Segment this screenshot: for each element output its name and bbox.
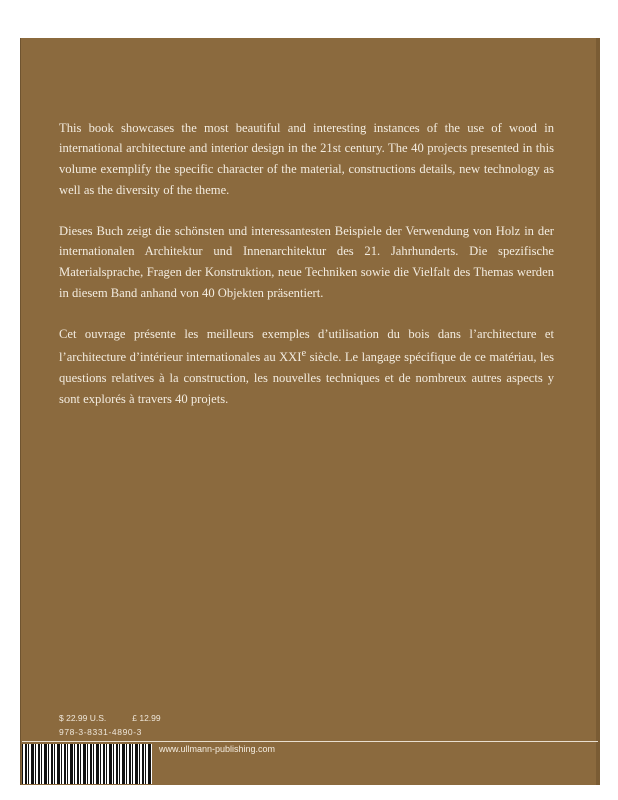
cover-edge bbox=[596, 38, 600, 800]
french-description bbox=[59, 324, 554, 410]
german-description: Dieses Buch zeigt die schönsten und interessantesten Beispiele der Verwendung von Holz in der internationalen Architektur und Innenarchitektur des 21. Jahrhunderts. Die spezifische Materialsprache, Fragen der Konstruktion, neue Techniken sowie die Vielfalt des Themas werden in diesem Band anhand von 40 Objekten präsentiert. bbox=[59, 223, 554, 300]
french-text-part-1: Cet ouvrage présente les meilleurs exemples d’utilisation du bois dans l’architecture et l’architecture d’intérieur internationales au XXI bbox=[59, 326, 554, 365]
french-text-part-2: siècle. Le langage spécifique de ce matériau, les questions relatives à la construction, les nouvelles techniques et de nombreux autres aspects y sont explorés à travers 40 projets. bbox=[59, 350, 554, 406]
page-bottom-margin bbox=[20, 785, 600, 800]
publisher-url[interactable]: www.ullmann-publishing.com bbox=[159, 744, 276, 754]
footer-divider bbox=[22, 741, 598, 742]
usd-price: $ 22.99 U.S. bbox=[59, 713, 107, 723]
barcode-icon bbox=[22, 744, 152, 784]
english-description: This book showcases the most beautiful and interesting instances of the use of wood in international architecture and interior design in the 21st century. The 40 projects presented in this volume exemplify the specific character of the material, constructions details, new technology as well as the diversity of the theme. bbox=[59, 120, 554, 197]
century-superscript: e bbox=[301, 348, 307, 360]
isbn-number: 978-3-8331-4890-3 bbox=[59, 727, 142, 737]
gbp-price: £ 12.99 bbox=[132, 713, 161, 723]
price-list bbox=[59, 713, 161, 723]
